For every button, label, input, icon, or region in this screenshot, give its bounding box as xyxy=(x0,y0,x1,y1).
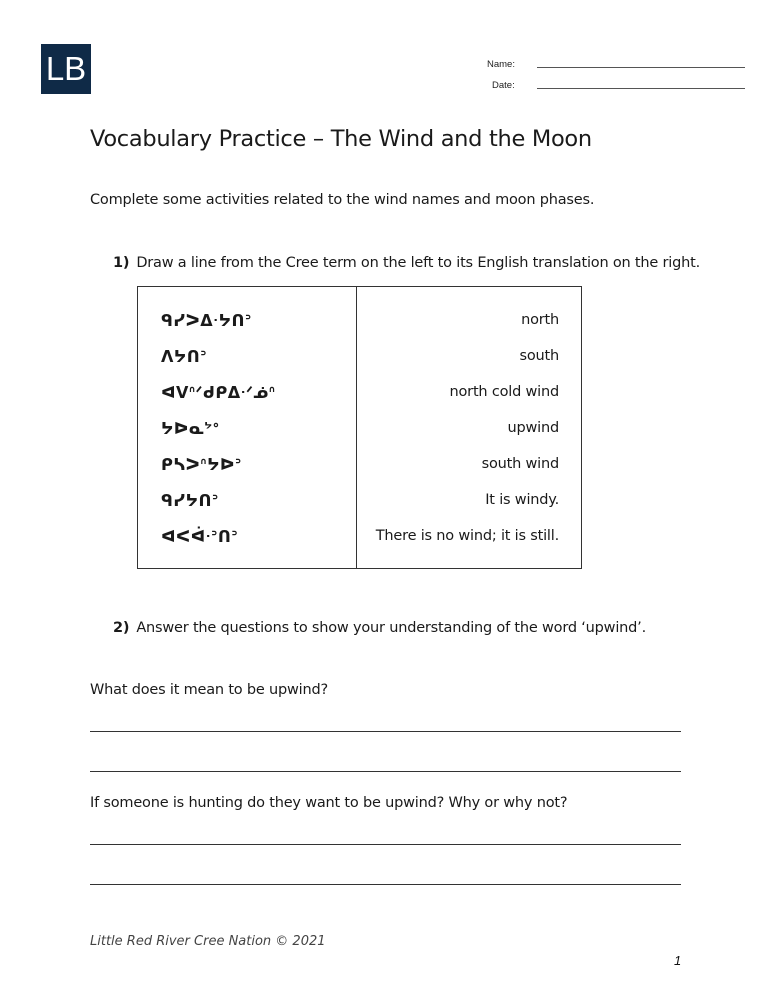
matching-table xyxy=(137,286,582,569)
english-term[interactable]: north cold wind xyxy=(449,384,559,400)
english-term[interactable]: There is no wind; it is still. xyxy=(375,528,559,544)
table-divider xyxy=(356,287,357,568)
page-number: 1 xyxy=(674,953,682,968)
english-term[interactable]: south wind xyxy=(481,456,559,472)
name-field[interactable] xyxy=(537,67,745,68)
cree-term[interactable]: ᐱᔭᑎᐣ xyxy=(161,347,208,366)
name-label: Name: xyxy=(487,59,515,70)
date-field[interactable] xyxy=(537,88,745,89)
cree-term[interactable]: ᑭᓴᐳᐢᔭᐅᐣ xyxy=(161,455,242,474)
cree-term[interactable]: ᐊᐯᐢᐟᑯᑭᐃᐧᐟᓅᐢ xyxy=(161,383,276,402)
english-term[interactable]: upwind xyxy=(507,420,559,436)
page-title: Vocabulary Practice – The Wind and the Moon xyxy=(90,126,592,152)
answer-line[interactable] xyxy=(90,731,681,732)
question-1 xyxy=(113,255,700,271)
question-1-number: 1) xyxy=(113,255,130,271)
answer-line[interactable] xyxy=(90,771,681,772)
answer-line[interactable] xyxy=(90,884,681,885)
intro-text: Complete some activities related to the wind names and moon phases. xyxy=(90,192,595,208)
cree-term[interactable]: ᑫᓯᔭᑎᐣ xyxy=(161,491,219,510)
prompt-upwind-meaning: What does it mean to be upwind? xyxy=(90,682,328,698)
date-label: Date: xyxy=(492,80,515,91)
cree-term[interactable]: ᐊᐸᐋᐧᐣᑎᐣ xyxy=(161,527,239,546)
footer-copyright: Little Red River Cree Nation © 2021 xyxy=(90,934,326,949)
question-1-text: Draw a line from the Cree term on the left to its English translation on the right. xyxy=(136,255,701,271)
question-2-text: Answer the questions to show your understanding of the word ‘upwind’. xyxy=(136,620,646,636)
english-term[interactable]: It is windy. xyxy=(485,492,559,508)
cree-term[interactable]: ᑫᓯᐳᐃᐧᔭᑎᐣ xyxy=(161,311,252,330)
english-term[interactable]: north xyxy=(521,312,559,328)
question-2-number: 2) xyxy=(113,620,130,636)
answer-line[interactable] xyxy=(90,844,681,845)
question-2 xyxy=(113,620,646,636)
english-term[interactable]: south xyxy=(519,348,559,364)
prompt-hunting-upwind: If someone is hunting do they want to be upwind? Why or why not? xyxy=(90,795,568,811)
cree-term[interactable]: ᔭᐅᓇᔾᐤ xyxy=(161,419,220,438)
lb-logo: LB xyxy=(41,44,91,94)
